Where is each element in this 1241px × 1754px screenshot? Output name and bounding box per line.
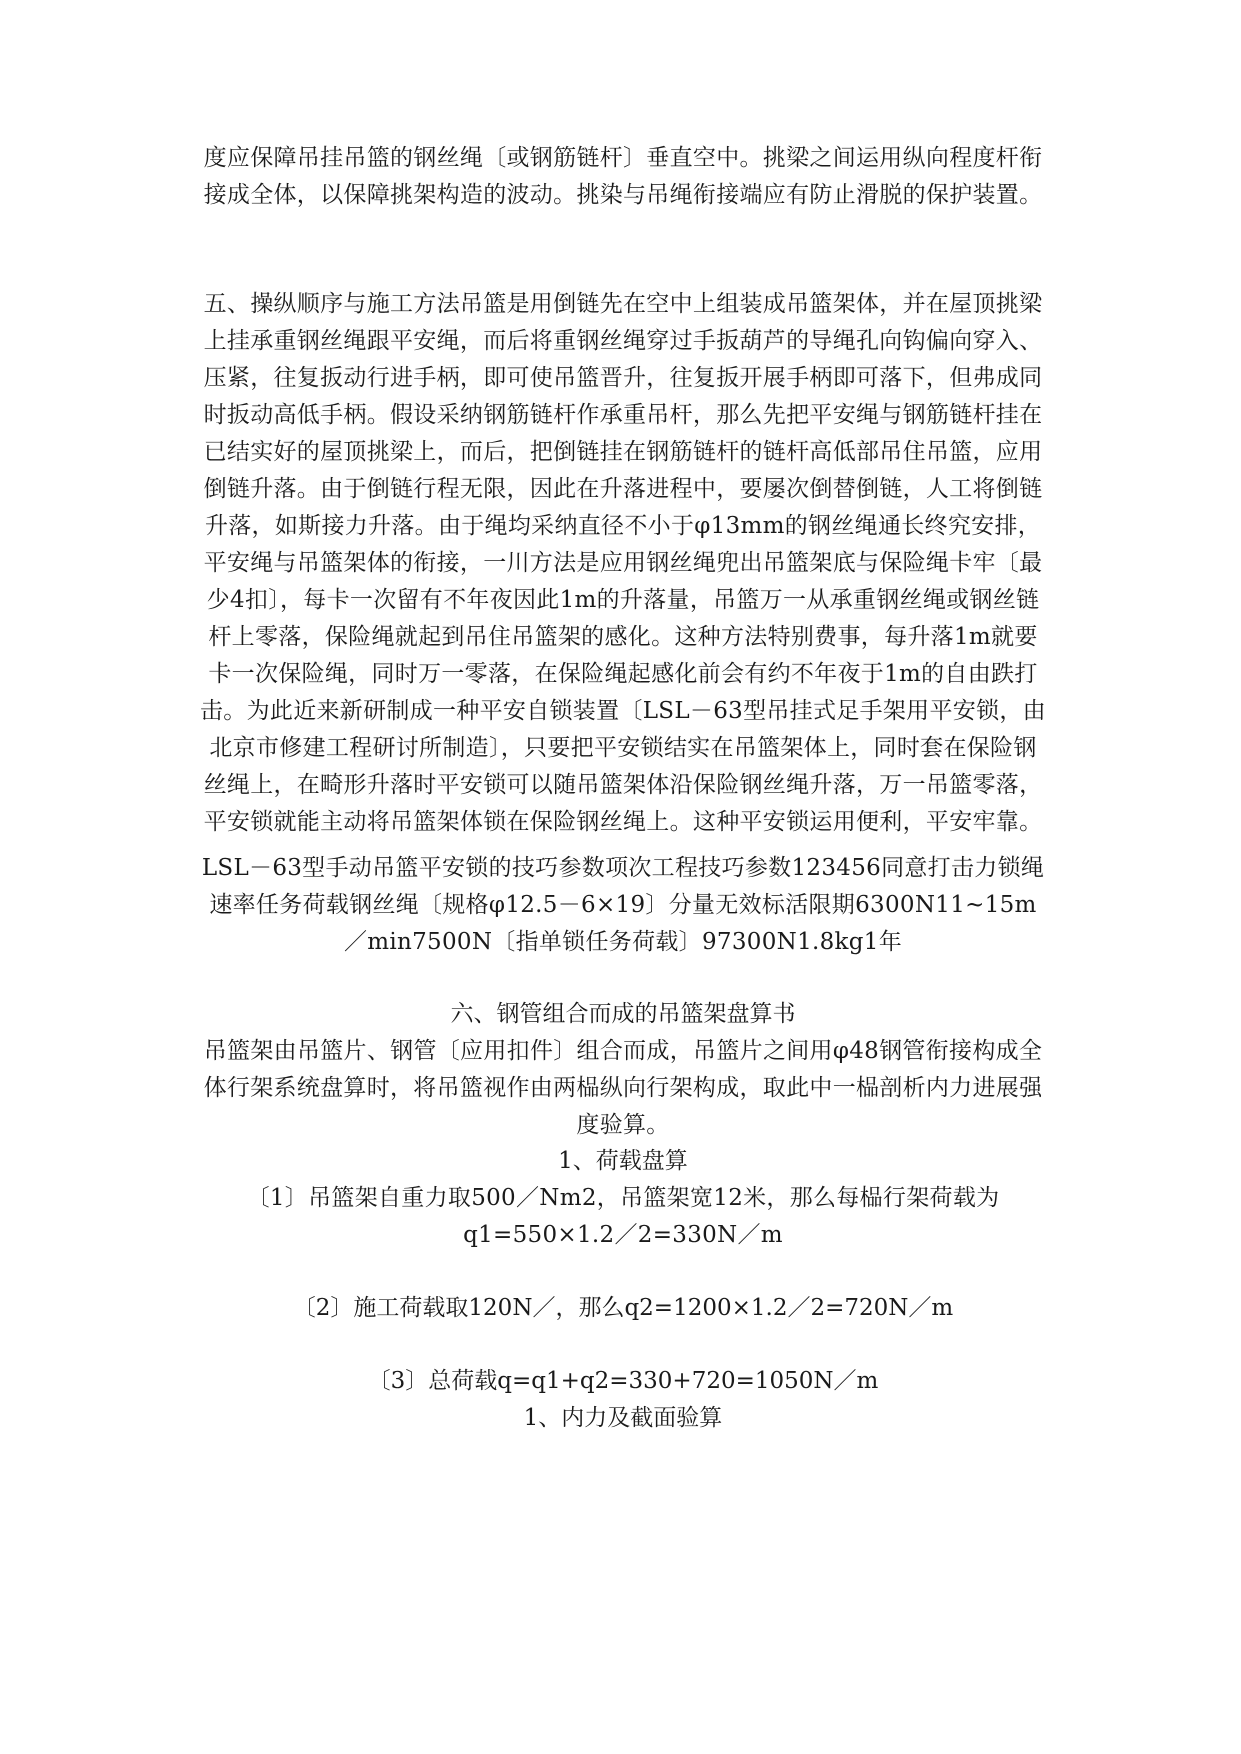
paragraph-safety-lock-parameters: LSL－63型手动吊篮平安锁的技巧参数项次工程技巧参数123456同意打击力锁绳速率任务荷载钢丝绳〔规格φ12.5－6×19〕分量无效标活限期6300N11~15m／min7500N〔指单锁任务荷载〕97300N1.8kg1年	[201, 855, 1045, 955]
subheading-load-calculation: 1、荷载盘算	[558, 1148, 688, 1174]
paragraph-basket-structure: 吊篮架由吊篮片、钢管〔应用扣件〕组合而成，吊篮片之间用φ48钢管衔接构成全体行架系统盘算时，将吊篮视作由两榀纵向行架构成，取此中一榀剖析内力进展强度验算。	[203, 1038, 1043, 1138]
item-construction-load: 〔2〕施工荷载取120N／，那么q2=1200×1.2／2=720N／m	[292, 1295, 954, 1321]
section-heading-calculation: 六、钢管组合而成的吊篮架盘算书	[450, 1001, 796, 1027]
subheading-internal-force: 1、内力及截面验算	[523, 1405, 723, 1431]
item-self-weight: 〔1〕吊篮架自重力取500／Nm2，吊篮架宽12米，那么每榀行架荷载为q1=550×1.2／2=330N／m	[246, 1185, 1000, 1248]
paragraph-suspension-beam: 度应保障吊挂吊篮的钢丝绳〔或钢筋链杆〕垂直空中。挑梁之间运用纵向程度杆衔接成全体，以保障挑架构造的波动。挑染与吊绳衔接端应有防止滑脱的保护装置。	[203, 145, 1043, 208]
paragraph-operation-sequence: 五、操纵顺序与施工方法吊篮是用倒链先在空中上组装成吊篮架体，并在屋顶挑梁上挂承重钢丝绳跟平安绳，而后将重钢丝绳穿过手扳葫芦的导绳孔向钩偏向穿入、压紧，往复扳动行进手柄，即可使吊篮晋升，往复扳开展手柄即可落下，但弗成同时扳动高低手柄。假设采纳钢筋链杆作承重吊杆，那么先把平安绳与钢筋链杆挂在已结实好的屋顶挑梁上，而后，把倒链挂在钢筋链杆的链杆高低部吊住吊篮，应用倒链升落。由于倒链行程无限，因此在升落进程中，要屡次倒替倒链，人工将倒链升落，如斯接力升落。由于绳均采纳直径不小于φ13mm的钢丝绳通长终究安排，平安绳与吊篮架体的衔接，一川方法是应用钢丝绳兜出吊篮架底与保险绳卡牢〔最少4扣〕，每卡一次留有不年夜因此1m的升落量，吊篮万一从承重钢丝绳或钢丝链杆上零落，保险绳就起到吊住吊篮架的感化。这种方法特别费事，每升落1m就要卡一次保险绳，同时万一零落，在保险绳起感化前会有约不年夜于1m的自由跌打击。为此近来新研制成一种平安自锁装置〔LSL－63型吊挂式足手架用平安锁，由北京市修建工程研讨所制造〕，只要把平安锁结实在吊篮架体上，同时套在保险钢丝绳上，在畸形升落时平安锁可以随吊篮架体沿保险钢丝绳升落，万一吊篮零落，平安锁就能主动将吊篮架体锁在保险钢丝绳上。这种平安锁运用便利，平安牢靠。	[200, 291, 1046, 835]
item-total-load: 〔3〕总荷载q=q1+q2=330+720=1050N／m	[367, 1368, 879, 1394]
